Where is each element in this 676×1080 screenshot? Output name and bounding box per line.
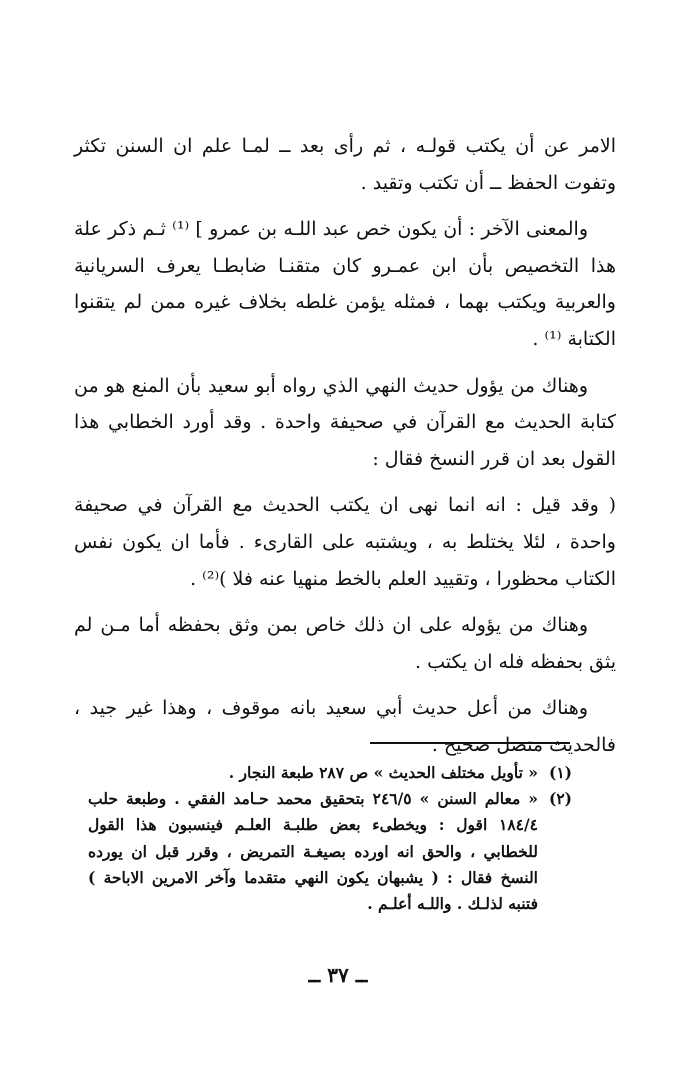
paragraph-2: والمعنى الآخر : أن يكون خص عبد اللـه بن عمرو ] ⁽¹⁾ ثـم ذكر علة هذا التخصيص بأن ابن عمـرو كان متقنـا ضابطـا يعرف السريانية والعربية ويكتب بهما ، فمثله يؤمن غلطه بخلاف غيره ممن لم يتقنوا الكتابة ⁽¹⁾ . (74, 218, 616, 350)
footnote-text: « تأويل مختلف الحديث » ص ٢٨٧ طبعة النجار . (228, 763, 538, 782)
footnote-number: (١) (548, 763, 572, 782)
footnote-2 (88, 786, 572, 917)
paragraph-6: وهناك من أعل حديث أبي سعيد بانه موقوف ، وهذا غير جيد ، فالحديث متصل صحيح . (74, 697, 616, 756)
main-text (74, 128, 616, 764)
footnote-separator (370, 742, 570, 744)
paragraph-4: ( وقد قيل : انه انما نهى ان يكتب الحديث مع القرآن في صحيفة واحدة ، لئلا يختلط به ، ويشتبه على القارىء . فأما ان يكون نفس الكتاب محظورا ، وتقييد العلم بالخط منهيا عنه فلا )⁽²⁾ . (74, 494, 616, 590)
page-number: ــ ٣٧ ــ (308, 963, 368, 987)
footnotes (88, 760, 572, 917)
footnote-1 (88, 760, 572, 786)
paragraph-1: الامر عن أن يكتب قولـه ، ثم رأى بعد ــ لمـا علم ان السنن تكثر وتفوت الحفظ ــ أن تكتب وتقيد . (74, 135, 616, 194)
footnote-text: « معالم السنن » ٢٤٦/٥ بتحقيق محمد حـامد الفقي . وطبعة حلب ١٨٤/٤ اقول : ويخطىء بعض طلبـة العلـم فينسبون هذا القول للخطابي ، والحق انه اورده بصيغـة التمريض ، وقرر قبل ان يورده النسخ فقال : ( يشبهان يكون النهي متقدما وآخر الامرين الاباحة ) فتنبه لذلـك . واللـه أعلـم . (88, 789, 538, 914)
footnote-number: (٢) (548, 789, 572, 809)
paragraph-5: وهناك من يؤوله على ان ذلك خاص بمن وثق بحفظه أما مـن لم يثق بحفظه فله ان يكتب . (74, 614, 616, 673)
paragraph-3: وهناك من يؤول حديث النهي الذي رواه أبو سعيد بأن المنع هو من كتابة الحديث مع القرآن في صحيفة واحدة . وقد أورد الخطابي هذا القول بعد ان قرر النسخ فقال : (74, 374, 616, 470)
